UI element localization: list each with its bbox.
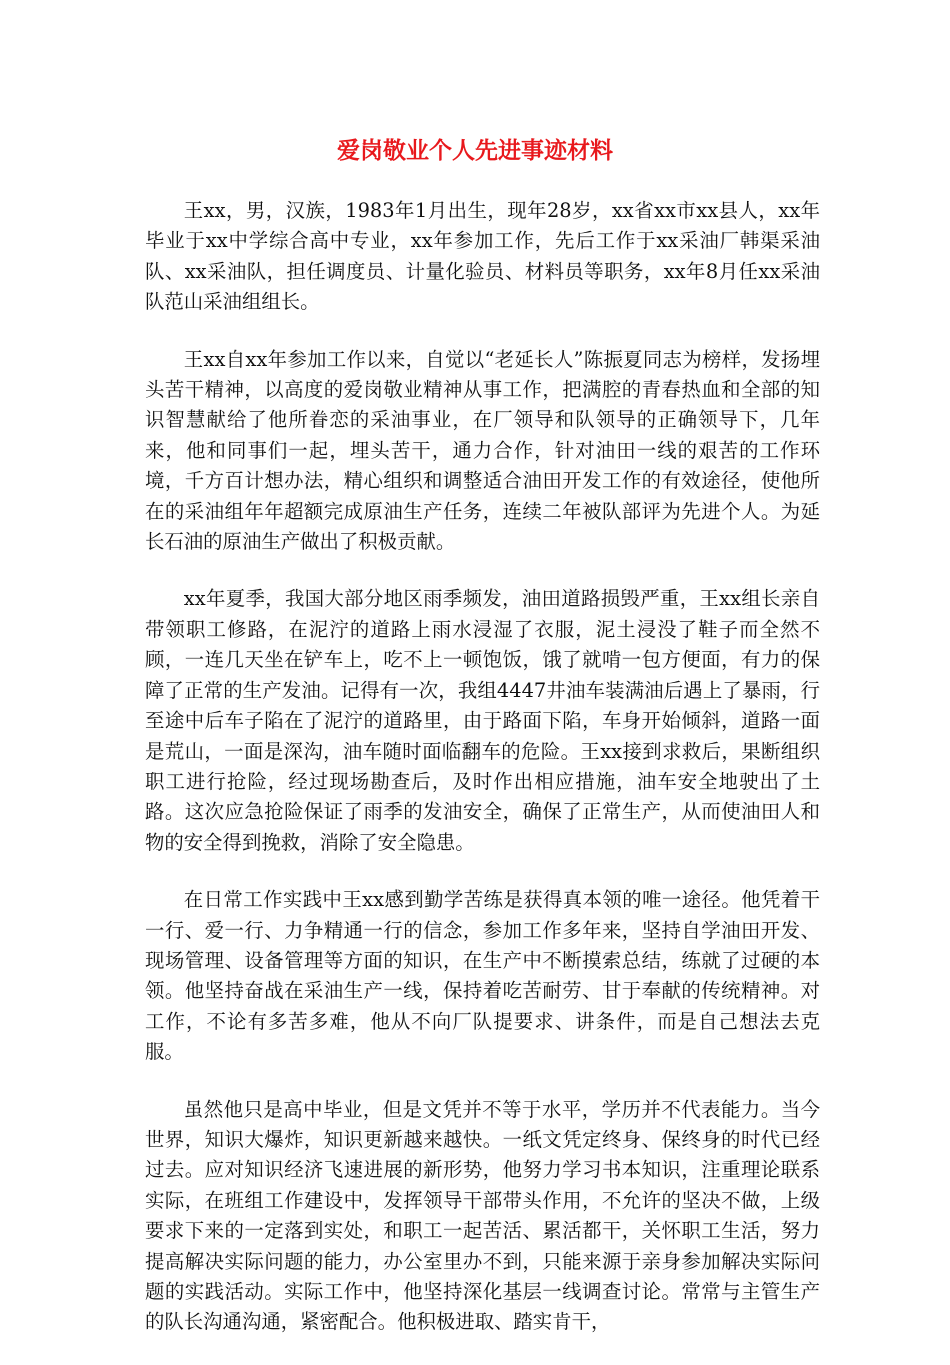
paragraph-5: 虽然他只是高中毕业，但是文凭并不等于水平，学历并不代表能力。当今世界，知识大爆炸，知识更新越来越快。一纸文凭定终身、保终身的时代已经过去。应对知识经济飞速进展的新形势，他努力学习书本知识，注重理论联系实际，在班组工作建设中，发挥领导干部带头作用，不允许的坚决不做，上级要求下来的一定落到实处，和职工一起苦活、累活都干，关怀职工生活，努力提高解决实际问题的能力，办公室里办不到，只能来源于亲身参加解决实际问题的实践活动。实际工作中，他坚持深化基层一线调查讨论。常常与主管生产的队长沟通沟通，紧密配合。他积极进取、踏实肯干， (145, 1097, 820, 1334)
document-body (145, 196, 820, 1365)
paragraph-1: 王xx，男，汉族，1983年1月出生，现年28岁，xx省xx市xx县人，xx年毕业于xx中学综合高中专业，xx年参加工作，先后工作于xx采油厂韩渠采油队、xx采油队，担任调度员、计量化验员、材料员等职务，xx年8月任xx采油队范山采油组组长。 (145, 199, 820, 314)
paragraph-2: 王xx自xx年参加工作以来，自觉以“老延长人”陈振夏同志为榜样，发扬埋头苦干精神，以高度的爱岗敬业精神从事工作，把满腔的青春热血和全部的知识智慧献给了他所眷恋的采油事业，在厂领导和队领导的正确领导下，几年来，他和同事们一起，埋头苦干，通力合作，针对油田一线的艰苦的工作环境，千方百计想办法，精心组织和调整适合油田开发工作的有效途径，使他所在的采油组年年超额完成原油生产任务，连续二年被队部评为先进个人。为延长石油的原油生产做出了积极贡献。 (145, 347, 820, 554)
paragraph-4: 在日常工作实践中王xx感到勤学苦练是获得真本领的唯一途径。他凭着干一行、爱一行、力争精通一行的信念，参加工作多年来，坚持自学油田开发、现场管理、设备管理等方面的知识，在生产中不断摸索总结，练就了过硬的本领。他坚持奋战在采油生产一线，保持着吃苦耐劳、甘于奉献的传统精神。对工作，不论有多苦多难，他从不向厂队提要求、讲条件，而是自己想法去克服。 (145, 888, 820, 1064)
document-title: 爱岗敬业个人先进事迹材料 (337, 138, 613, 164)
paragraph-3: xx年夏季，我国大部分地区雨季频发，油田道路损毁严重，王xx组长亲自带领职工修路，在泥泞的道路上雨水浸湿了衣服，泥土浸没了鞋子而全然不顾，一连几天坐在铲车上，吃不上一顿饱饭，饿了就啃一包方便面，有力的保障了正常的生产发油。记得有一次，我组4447井油车装满油后遇上了暴雨，行至途中后车子陷在了泥泞的道路里，由于路面下陷，车身开始倾斜，道路一面是荒山，一面是深沟，油车随时面临翻车的危险。王xx接到求救后，果断组织职工进行抢险，经过现场勘查后，及时作出相应措施，油车安全地驶出了土路。这次应急抢险保证了雨季的发油安全，确保了正常生产，从而使油田人和物的安全得到挽救，消除了安全隐患。 (145, 587, 820, 854)
